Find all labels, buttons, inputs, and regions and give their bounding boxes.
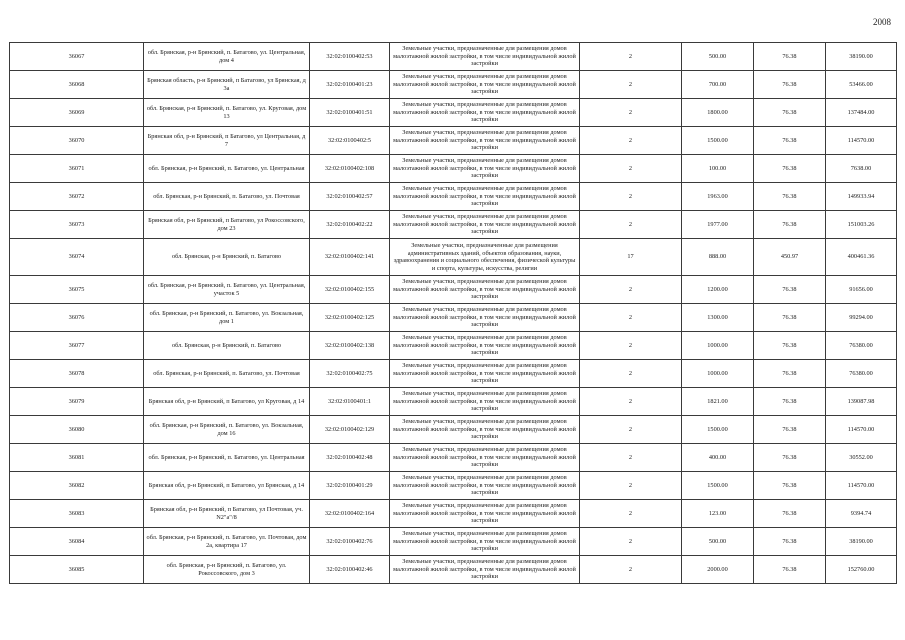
cadastral-value-cell: 53466.00: [826, 71, 897, 99]
table-row: [10, 528, 897, 556]
table-row: [10, 71, 897, 99]
row-number-cell: 36083: [10, 500, 144, 528]
row-number-cell: 36074: [10, 239, 144, 276]
address-cell: Брянская обл, р-н Брянский, п Батагово, ул Почтовая, уч. N2"а"/8: [144, 500, 310, 528]
area-cell: 500.00: [682, 43, 754, 71]
table-row: [10, 211, 897, 239]
cadastral-number-cell: 32:02:0100402:57: [310, 183, 390, 211]
address-cell: обл. Брянская, р-н Брянский, п. Батагово, ул. Центральная: [144, 155, 310, 183]
cadastral-value-cell: 91656.00: [826, 276, 897, 304]
address-cell: обл. Брянская, р-н Брянский, п. Батагово, ул. Почтовая: [144, 360, 310, 388]
area-cell: 1963.00: [682, 183, 754, 211]
permitted-use-cell: Земельные участки, предназначенные для размещения домов малоэтажной жилой застройки, в том числе индивидуальной жилой застройки: [390, 332, 580, 360]
cadastral-number-cell: 32:02:0100402:155: [310, 276, 390, 304]
specific-value-cell: 76.38: [754, 99, 826, 127]
use-group-cell: 2: [580, 388, 682, 416]
permitted-use-cell: Земельные участки, предназначенные для размещения домов малоэтажной жилой застройки, в том числе индивидуальной жилой застройки: [390, 304, 580, 332]
specific-value-cell: 76.38: [754, 43, 826, 71]
row-number-cell: 36070: [10, 127, 144, 155]
table-row: [10, 99, 897, 127]
specific-value-cell: 76.38: [754, 472, 826, 500]
cadastral-number-cell: 32:02:0100402:76: [310, 528, 390, 556]
address-cell: Брянская обл, р-н Брянский, п Батагово, ул Центральная, д 7: [144, 127, 310, 155]
row-number-cell: 36067: [10, 43, 144, 71]
permitted-use-cell: Земельные участки, предназначенные для размещения домов малоэтажной жилой застройки, в том числе индивидуальной жилой застройки: [390, 99, 580, 127]
cadastral-number-cell: 32:02:0100401:1: [310, 388, 390, 416]
area-cell: 100.00: [682, 155, 754, 183]
row-number-cell: 36081: [10, 444, 144, 472]
row-number-cell: 36077: [10, 332, 144, 360]
area-cell: 2000.00: [682, 556, 754, 584]
specific-value-cell: 76.38: [754, 211, 826, 239]
use-group-cell: 2: [580, 528, 682, 556]
use-group-cell: 2: [580, 444, 682, 472]
address-cell: обл. Брянская, р-н Брянский, п. Батагово, ул. Вокзальная, дом 1: [144, 304, 310, 332]
area-cell: 1800.00: [682, 99, 754, 127]
row-number-cell: 36071: [10, 155, 144, 183]
area-cell: 1000.00: [682, 360, 754, 388]
row-number-cell: 36068: [10, 71, 144, 99]
cadastral-value-cell: 151003.26: [826, 211, 897, 239]
use-group-cell: 2: [580, 304, 682, 332]
cadastral-number-cell: 32:02:0100401:29: [310, 472, 390, 500]
permitted-use-cell: Земельные участки, предназначенные для размещения домов малоэтажной жилой застройки, в том числе индивидуальной жилой застройки: [390, 71, 580, 99]
cadastral-value-cell: 38190.00: [826, 43, 897, 71]
specific-value-cell: 76.38: [754, 276, 826, 304]
use-group-cell: 17: [580, 239, 682, 276]
use-group-cell: 2: [580, 155, 682, 183]
table-row: [10, 360, 897, 388]
specific-value-cell: 76.38: [754, 416, 826, 444]
permitted-use-cell: Земельные участки, предназначенные для размещения домов малоэтажной жилой застройки, в том числе индивидуальной жилой застройки: [390, 276, 580, 304]
row-number-cell: 36072: [10, 183, 144, 211]
specific-value-cell: 76.38: [754, 127, 826, 155]
permitted-use-cell: Земельные участки, предназначенные для размещения домов малоэтажной жилой застройки, в том числе индивидуальной жилой застройки: [390, 183, 580, 211]
specific-value-cell: 76.38: [754, 332, 826, 360]
permitted-use-cell: Земельные участки, предназначенные для размещения административных зданий, объектов образования, науки, здравоохранения и социального обеспечения, физической культуры и спорта, культуры, искусства, религии: [390, 239, 580, 276]
specific-value-cell: 76.38: [754, 556, 826, 584]
cadastral-value-cell: 99294.00: [826, 304, 897, 332]
use-group-cell: 2: [580, 211, 682, 239]
area-cell: 1500.00: [682, 472, 754, 500]
area-cell: 1300.00: [682, 304, 754, 332]
permitted-use-cell: Земельные участки, предназначенные для размещения домов малоэтажной жилой застройки, в том числе индивидуальной жилой застройки: [390, 500, 580, 528]
area-cell: 1000.00: [682, 332, 754, 360]
table-row: [10, 332, 897, 360]
permitted-use-cell: Земельные участки, предназначенные для размещения домов малоэтажной жилой застройки, в том числе индивидуальной жилой застройки: [390, 472, 580, 500]
table-row: [10, 444, 897, 472]
cadastral-number-cell: 32:02:0100401:23: [310, 71, 390, 99]
table-row: [10, 276, 897, 304]
area-cell: 1500.00: [682, 127, 754, 155]
row-number-cell: 36069: [10, 99, 144, 127]
table-row: [10, 127, 897, 155]
address-cell: Брянская обл, р-н Брянский, п Батагово, ул Брянская, д 14: [144, 472, 310, 500]
permitted-use-cell: Земельные участки, предназначенные для размещения домов малоэтажной жилой застройки, в том числе индивидуальной жилой застройки: [390, 155, 580, 183]
cadastral-number-cell: 32:02:0100401:51: [310, 99, 390, 127]
permitted-use-cell: Земельные участки, предназначенные для размещения домов малоэтажной жилой застройки, в том числе индивидуальной жилой застройки: [390, 528, 580, 556]
specific-value-cell: 76.38: [754, 388, 826, 416]
page-number: 2008: [873, 17, 891, 27]
cadastral-number-cell: 32:02:0100402:75: [310, 360, 390, 388]
cadastral-value-cell: 30552.00: [826, 444, 897, 472]
address-cell: обл. Брянская, р-н Брянский, п. Батагово, ул. Центральная, участок 5: [144, 276, 310, 304]
specific-value-cell: 450.97: [754, 239, 826, 276]
use-group-cell: 2: [580, 500, 682, 528]
permitted-use-cell: Земельные участки, предназначенные для размещения домов малоэтажной жилой застройки, в том числе индивидуальной жилой застройки: [390, 211, 580, 239]
permitted-use-cell: Земельные участки, предназначенные для размещения домов малоэтажной жилой застройки, в том числе индивидуальной жилой застройки: [390, 360, 580, 388]
cadastral-number-cell: 32:02:0100402:48: [310, 444, 390, 472]
cadastral-value-cell: 149933.94: [826, 183, 897, 211]
permitted-use-cell: Земельные участки, предназначенные для размещения домов малоэтажной жилой застройки, в том числе индивидуальной жилой застройки: [390, 444, 580, 472]
row-number-cell: 36078: [10, 360, 144, 388]
row-number-cell: 36084: [10, 528, 144, 556]
area-cell: 1500.00: [682, 416, 754, 444]
use-group-cell: 2: [580, 416, 682, 444]
use-group-cell: 2: [580, 472, 682, 500]
table-body: [10, 43, 897, 584]
table-row: [10, 155, 897, 183]
cadastral-value-cell: 400461.36: [826, 239, 897, 276]
table-row: [10, 500, 897, 528]
address-cell: обл. Брянская, р-н Брянский, п. Батагово, ул. Почтовая: [144, 183, 310, 211]
address-cell: Брянская область, р-н Брянский, п Батагово, ул Брянская, д 3а: [144, 71, 310, 99]
permitted-use-cell: Земельные участки, предназначенные для размещения домов малоэтажной жилой застройки, в том числе индивидуальной жилой застройки: [390, 127, 580, 155]
cadastral-value-cell: 152760.00: [826, 556, 897, 584]
use-group-cell: 2: [580, 99, 682, 127]
table-row: [10, 43, 897, 71]
cadastral-number-cell: 32:02:0100402:129: [310, 416, 390, 444]
cadastral-number-cell: 32:02:0100402:22: [310, 211, 390, 239]
cadastral-value-cell: 114570.00: [826, 127, 897, 155]
cadastral-value-table: [9, 42, 897, 584]
cadastral-value-cell: 76380.00: [826, 360, 897, 388]
use-group-cell: 2: [580, 556, 682, 584]
specific-value-cell: 76.38: [754, 360, 826, 388]
use-group-cell: 2: [580, 276, 682, 304]
area-cell: 123.00: [682, 500, 754, 528]
table-row: [10, 304, 897, 332]
address-cell: обл. Брянская, р-н Брянский, п. Батагово, ул. Почтовая, дом 2а, квартира 17: [144, 528, 310, 556]
use-group-cell: 2: [580, 43, 682, 71]
cadastral-value-cell: 114570.00: [826, 472, 897, 500]
address-cell: обл. Брянская, р-н Брянский, п. Батагово, ул. Вокзальная, дом 16: [144, 416, 310, 444]
permitted-use-cell: Земельные участки, предназначенные для размещения домов малоэтажной жилой застройки, в том числе индивидуальной жилой застройки: [390, 388, 580, 416]
table-row: [10, 388, 897, 416]
address-cell: обл. Брянская, р-н Брянский, п. Батагово, ул. Центральная: [144, 444, 310, 472]
area-cell: 500.00: [682, 528, 754, 556]
address-cell: Брянская обл, р-н Брянский, п Батагово, ул Рокоссовского, дом 23: [144, 211, 310, 239]
permitted-use-cell: Земельные участки, предназначенные для размещения домов малоэтажной жилой застройки, в том числе индивидуальной жилой застройки: [390, 43, 580, 71]
specific-value-cell: 76.38: [754, 444, 826, 472]
specific-value-cell: 76.38: [754, 183, 826, 211]
table-row: [10, 416, 897, 444]
cadastral-value-cell: 76380.00: [826, 332, 897, 360]
cadastral-number-cell: 32:02:0100402:46: [310, 556, 390, 584]
row-number-cell: 36076: [10, 304, 144, 332]
cadastral-value-cell: 38190.00: [826, 528, 897, 556]
use-group-cell: 2: [580, 332, 682, 360]
area-cell: 888.00: [682, 239, 754, 276]
permitted-use-cell: Земельные участки, предназначенные для размещения домов малоэтажной жилой застройки, в том числе индивидуальной жилой застройки: [390, 556, 580, 584]
address-cell: Брянская обл, р-н Брянский, п Батагово, ул Круговая, д 14: [144, 388, 310, 416]
specific-value-cell: 76.38: [754, 155, 826, 183]
cadastral-value-cell: 139087.98: [826, 388, 897, 416]
table-row: [10, 556, 897, 584]
specific-value-cell: 76.38: [754, 71, 826, 99]
row-number-cell: 36080: [10, 416, 144, 444]
cadastral-value-cell: 7638.00: [826, 155, 897, 183]
specific-value-cell: 76.38: [754, 528, 826, 556]
permitted-use-cell: Земельные участки, предназначенные для размещения домов малоэтажной жилой застройки, в том числе индивидуальной жилой застройки: [390, 416, 580, 444]
table-row: [10, 239, 897, 276]
cadastral-value-cell: 114570.00: [826, 416, 897, 444]
cadastral-value-cell: 9394.74: [826, 500, 897, 528]
cadastral-value-cell: 137484.00: [826, 99, 897, 127]
area-cell: 1977.00: [682, 211, 754, 239]
area-cell: 1821.00: [682, 388, 754, 416]
use-group-cell: 2: [580, 127, 682, 155]
address-cell: обл. Брянская, р-н Брянский, п. Батагово: [144, 239, 310, 276]
use-group-cell: 2: [580, 360, 682, 388]
cadastral-number-cell: 32:02:0100402:138: [310, 332, 390, 360]
cadastral-number-cell: 32:02:0100402:5: [310, 127, 390, 155]
use-group-cell: 2: [580, 71, 682, 99]
area-cell: 400.00: [682, 444, 754, 472]
cadastral-number-cell: 32:02:0100402:125: [310, 304, 390, 332]
row-number-cell: 36073: [10, 211, 144, 239]
table-row: [10, 183, 897, 211]
specific-value-cell: 76.38: [754, 304, 826, 332]
table-row: [10, 472, 897, 500]
address-cell: обл. Брянская, р-н Брянский, п. Батагово, ул. Рокоссовского, дом 3: [144, 556, 310, 584]
cadastral-number-cell: 32:02:0100402:108: [310, 155, 390, 183]
row-number-cell: 36085: [10, 556, 144, 584]
address-cell: обл. Брянская, р-н Брянский, п. Батагово, ул. Круговая, дом 13: [144, 99, 310, 127]
cadastral-number-cell: 32:02:0100402:141: [310, 239, 390, 276]
row-number-cell: 36079: [10, 388, 144, 416]
address-cell: обл. Брянская, р-н Брянский, п. Батагово, ул. Центральная, дом 4: [144, 43, 310, 71]
use-group-cell: 2: [580, 183, 682, 211]
area-cell: 1200.00: [682, 276, 754, 304]
address-cell: обл. Брянская, р-н Брянский, п. Батагово: [144, 332, 310, 360]
cadastral-number-cell: 32:02:0100402:53: [310, 43, 390, 71]
specific-value-cell: 76.38: [754, 500, 826, 528]
row-number-cell: 36075: [10, 276, 144, 304]
area-cell: 700.00: [682, 71, 754, 99]
cadastral-number-cell: 32:02:0100402:164: [310, 500, 390, 528]
row-number-cell: 36082: [10, 472, 144, 500]
